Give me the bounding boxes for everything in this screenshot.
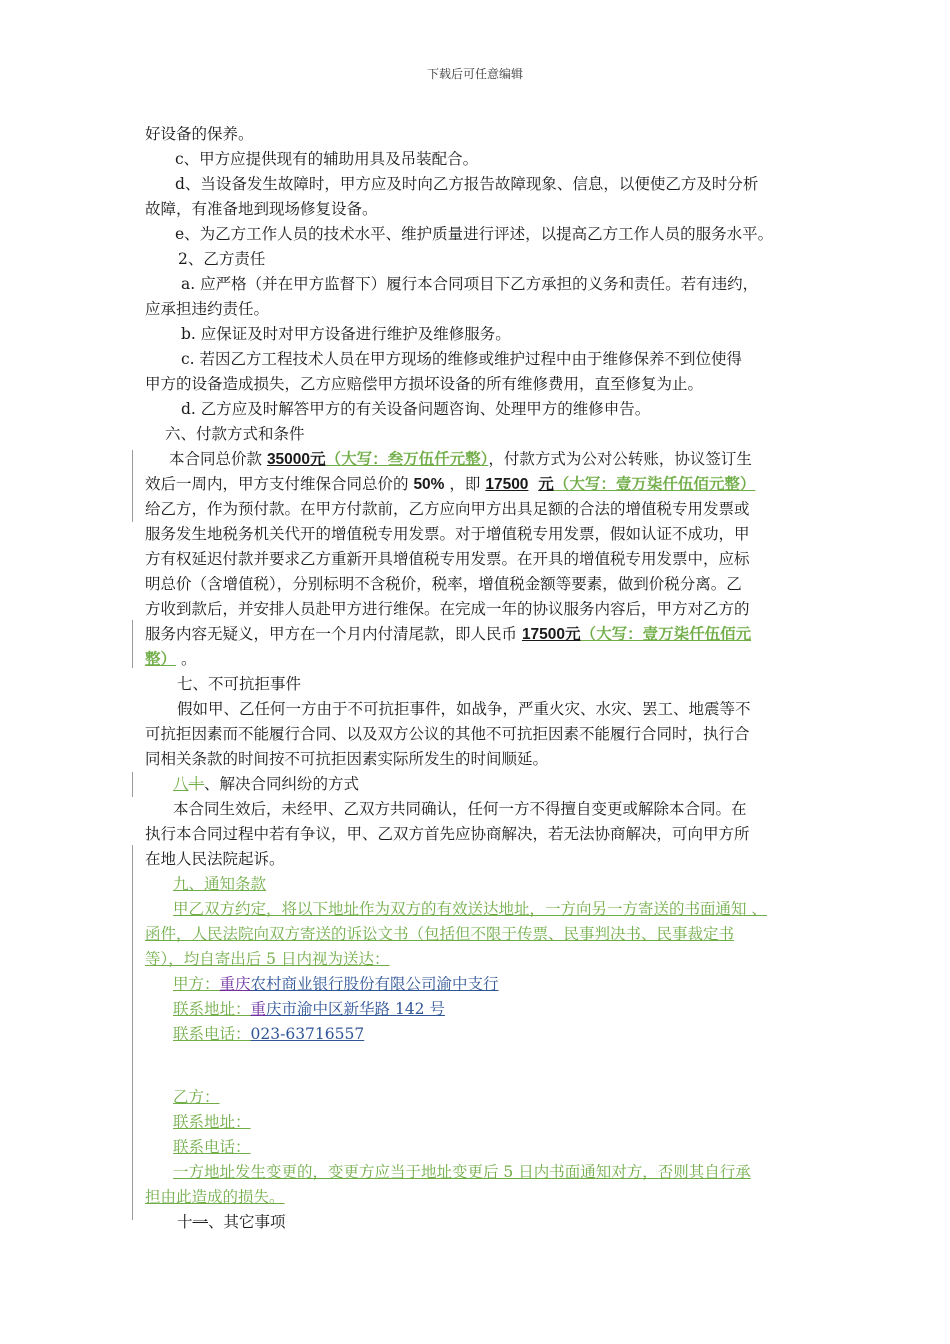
payment-line-9: [145, 647, 815, 672]
text: ，付款方式为公对公转账，协议签订生: [488, 450, 752, 468]
phone-line: 联系电话：: [173, 1138, 251, 1156]
text-line: b. 应保证及时对甲方设备进行维护及维修服务。: [181, 325, 511, 343]
value: 023-63716557: [250, 1025, 365, 1043]
party-a-line: [145, 972, 815, 997]
text-line: 函件，人民法院向双方寄送的诉讼文书（包括但不限于传票、民事判决书、民事裁定书: [145, 925, 735, 943]
value: 庆市渝中区新华路 142 号: [266, 1000, 445, 1018]
inserted-text: 重庆: [219, 975, 251, 993]
label: 甲方：: [173, 975, 220, 993]
text-line: 等），均自寄出后 5 日内视为送达：: [145, 950, 390, 968]
text-line: 一方地址发生变更的，变更方应当于地址变更后 5 日内书面通知对方，否则其自行承: [173, 1163, 751, 1181]
section-heading: 2、乙方责任: [178, 250, 266, 268]
text-line: 甲乙双方约定，将以下地址作为双方的有效送达地址，一方向另一方寄送的书面通知 、: [173, 900, 767, 918]
revision-bar: [132, 450, 133, 522]
value: 农村商业银行股份有限公司渝中支行: [250, 975, 499, 993]
payment-line-1: [145, 447, 815, 472]
text-line: d. 乙方应及时解答甲方的有关设备问题咨询、处理甲方的维修申告。: [181, 400, 651, 418]
text-line: 甲方的设备造成损失，乙方应赔偿甲方损坏设备的所有维修费用，直至修复为止。: [145, 375, 704, 393]
blank-line: [145, 1047, 815, 1085]
text-line: 假如甲、乙任何一方由于不可抗拒事件，如战争，严重火灾、水灾、罢工、地震等不: [177, 700, 751, 718]
amount-in-words: （大写：壹万柒仟伍佰元: [580, 626, 752, 643]
text-line: 在地人民法院起诉。: [145, 850, 285, 868]
label: 联系地址：: [173, 1000, 251, 1018]
section-heading: [145, 772, 815, 797]
amount-final: 17500: [521, 626, 566, 643]
address-line: 联系地址：: [173, 1113, 251, 1131]
text-line: 明总价（含增值税），分别标明不含税价，税率，增值税金额等要素，做到价税分离。乙: [145, 575, 742, 593]
text: 服务内容无疑义，甲方在一个月内付清尾款，即人民币: [145, 625, 522, 643]
deleted-text: 一: [192, 1213, 209, 1231]
inserted-text: 八: [173, 775, 189, 793]
text-line: e、为乙方工作人员的技术水平、维护质量进行评述，以提高乙方工作人员的服务水平。: [175, 225, 774, 243]
revision-bar: [132, 845, 133, 1220]
text-line: 故障，有准备地到现场修复设备。: [145, 200, 378, 218]
text-line: 方有权延迟付款并要求乙方重新开具增值税专用发票。在开具的增值税专用发票中，应标: [145, 550, 750, 568]
text-line: 可抗拒因素而不能履行合同、以及双方公议的其他不可抗拒因素不能履行合同时，执行合: [145, 725, 750, 743]
payment-line-8: [145, 622, 815, 647]
amount-half: 17500: [485, 476, 529, 493]
text: 、其它事项: [208, 1213, 286, 1231]
section-heading: [145, 1210, 815, 1235]
text-line: d、当设备发生故障时，甲方应及时向乙方报告故障现象、信息，以便使乙方及时分析: [175, 175, 759, 193]
text-line: 好设备的保养。: [145, 125, 254, 143]
label: 联系电话：: [173, 1025, 251, 1043]
text: 。: [176, 650, 197, 668]
address-line: [145, 997, 815, 1022]
text-line: 担由此造成的损失。: [145, 1188, 285, 1206]
text: 效后一周内，甲方支付维保合同总价的: [145, 475, 414, 493]
currency-unit: 元: [538, 476, 554, 493]
page-header: 下载后可任意编辑: [426, 67, 523, 81]
text-line: 给乙方，作为预付款。在甲方付款前，乙方应向甲方出具足额的合法的增值税专用发票或: [145, 500, 750, 518]
section-heading: 九、通知条款: [173, 875, 267, 893]
currency-unit: 元: [565, 626, 581, 643]
amount-in-words: 整）: [145, 651, 177, 668]
revision-bar: [132, 772, 133, 797]
text-line: 方收到款后，并安排人员赴甲方进行维保。在完成一年的协议服务内容后，甲方对乙方的: [145, 600, 750, 618]
text-line: a. 应严格（并在甲方监督下）履行本合同项目下乙方承担的义务和责任。若有违约，: [181, 275, 759, 293]
text-line: c、甲方应提供现有的辅助用具及吊装配合。: [175, 150, 479, 168]
deleted-text: 十: [188, 775, 205, 793]
phone-line: [145, 1022, 815, 1047]
inserted-text: 重: [250, 1000, 267, 1018]
text-line: 本合同生效后，未经甲、乙双方共同确认，任何一方不得擅自变更或解除本合同。在: [173, 800, 747, 818]
text-line: 执行本合同过程中若有争议，甲、乙双方首先应协商解决，若无法协商解决，可向甲方所: [145, 825, 750, 843]
amount-total: 35000: [266, 451, 311, 468]
document-body: [145, 122, 815, 1235]
payment-line-2: [145, 472, 815, 497]
text: 十: [177, 1213, 193, 1231]
party-b-line: 乙方：: [173, 1088, 220, 1106]
text-line: 应承担违约责任。: [145, 300, 270, 318]
revision-bar: [132, 620, 133, 668]
text-line: 服务发生地税务机关代开的增值税专用发票。对于增值税专用发票，假如认证不成功，甲: [145, 525, 750, 543]
section-heading: 六、付款方式和条件: [165, 425, 305, 443]
amount-in-words: （大写：叁万伍仟元整）: [325, 451, 489, 468]
text: ，即: [444, 475, 486, 493]
percent: 50%: [413, 476, 445, 493]
text-line: c. 若因乙方工程技术人员在甲方现场的维修或维护过程中由于维修保养不到位使得: [181, 350, 743, 368]
text: 、解决合同纠纷的方式: [204, 775, 360, 793]
text-line: 同相关条款的时间按不可抗拒因素实际所发生的时间顺延。: [145, 750, 549, 768]
currency-unit: 元: [310, 451, 326, 468]
section-heading: 七、不可抗拒事件: [177, 675, 302, 693]
amount-in-words: （大写：壹万柒仟伍佰元整）: [553, 476, 756, 493]
text: 本合同总价款: [169, 450, 267, 468]
